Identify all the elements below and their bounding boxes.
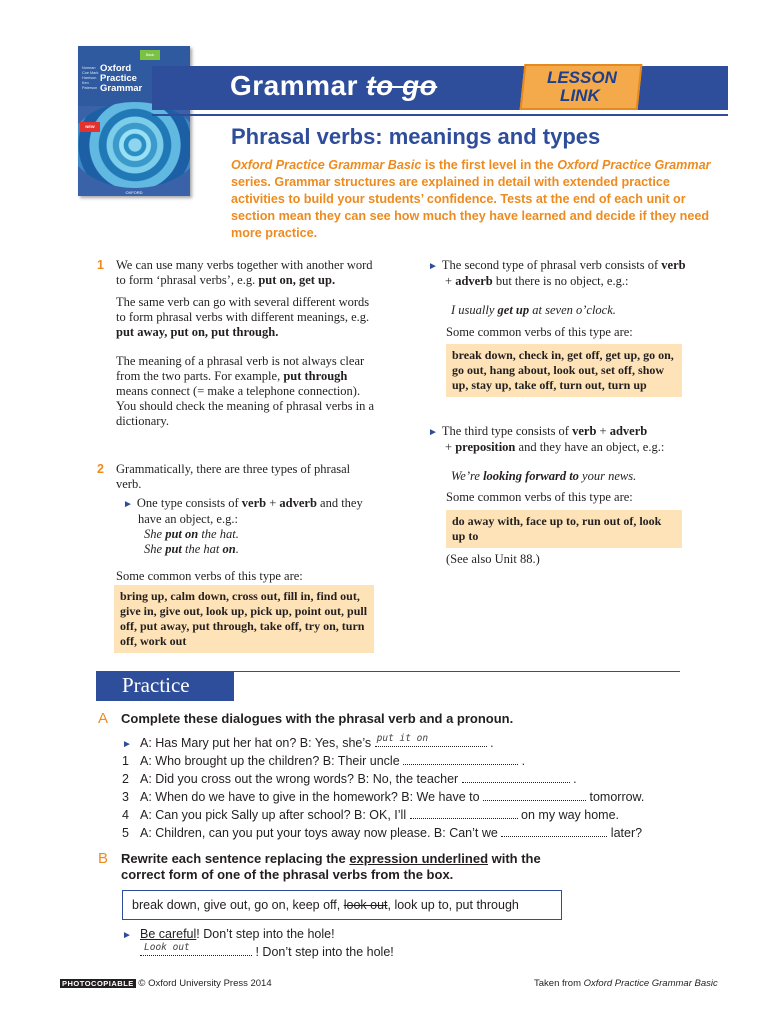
cover-title-line1: Oxford — [100, 63, 132, 74]
s2-paragraph-1: Grammatically, there are three types of phrasal verb. — [116, 462, 351, 491]
a-example-text: A: Has Mary put her hat on? B: Yes, she’s — [140, 736, 375, 750]
s2-t1-d: adverb — [279, 496, 317, 510]
t3-b: verb — [572, 424, 597, 438]
lesson-link-line2: LINK — [560, 86, 600, 105]
triangle-bullet-icon: ► — [428, 261, 438, 272]
b-instr-c: with the correct form of one of the phrasal verbs from the box. — [121, 851, 541, 882]
cover-publisher: OXFORD — [125, 190, 143, 195]
a1-number: 1 — [122, 754, 129, 768]
footer-source — [534, 978, 718, 989]
s1-p3-text-end: means connect (= make a telephone connection). You should check the meaning of phrasal verbs in a dictionary. — [116, 384, 375, 428]
s1-paragraph-2 — [116, 295, 378, 340]
a4-answer-field[interactable] — [410, 807, 518, 819]
lesson-link-badge[interactable] — [520, 64, 643, 110]
s1-p3-text: The meaning of a phrasal verb is not always clear from the two parts. For example, — [116, 354, 365, 383]
a1-after: . — [518, 754, 526, 768]
a5-text: A: Children, can you put your toys away now please. B: Can’t we — [140, 826, 502, 840]
exercise-a-item-2 — [122, 771, 577, 787]
a2-after: . — [569, 772, 577, 786]
s1-p1-bold: put on, get up. — [258, 273, 336, 287]
a5-answer-field[interactable] — [501, 825, 607, 837]
a1-text: A: Who brought up the children? B: Their uncle — [140, 754, 404, 768]
s1-p1-text: We can use many verbs together with another word to form ‘phrasal verbs’, e.g. — [116, 258, 373, 287]
a2-number: 2 — [122, 772, 129, 786]
type3-example — [451, 469, 691, 484]
photocopiable-badge: PHOTOCOPIABLE — [62, 979, 134, 988]
b-example-underlined: Be careful — [140, 927, 197, 941]
type3-text — [428, 424, 688, 455]
a2-answer-field[interactable] — [462, 771, 570, 783]
source-book-title: Oxford Practice Grammar Basic — [583, 978, 718, 989]
ex2-b: put — [165, 542, 182, 556]
b-answer-rest: ! Don’t step into the hole! — [252, 945, 394, 959]
b-example-rest: ! Don’t step into the hole! — [196, 927, 335, 941]
type2-verbs-box: break down, check in, get off, get up, go on, go out, hang about, look out, set off, show up, stay up, take off, turn out, turn up — [446, 344, 682, 397]
banner-title-plain: Grammar — [230, 70, 367, 101]
s2-example-2 — [116, 542, 378, 557]
exercise-a-item-1 — [122, 753, 525, 769]
s1-p2-bold: put away, put on, put through. — [116, 325, 279, 339]
intro-paragraph — [231, 157, 721, 242]
type2-example — [451, 303, 691, 318]
exercise-a-letter: A — [98, 710, 109, 727]
s2-example-1 — [116, 527, 378, 542]
s2-t1-a: One type consists of — [136, 496, 242, 510]
ex2-a: She — [144, 542, 166, 556]
t2-ex-a: I usually — [451, 303, 498, 317]
ex2-c: the hat — [181, 542, 223, 556]
t2-e: but there is no object, e.g.: — [492, 274, 629, 288]
a-example-answer: put it on — [376, 733, 429, 744]
s1-paragraph-1 — [116, 258, 378, 288]
exercise-a-item-5 — [122, 825, 642, 841]
s1-p2-text: The same verb can go with several different words to form phrasal verbs with different meanings, e.g. — [116, 295, 370, 324]
exercise-b-instruction — [121, 851, 581, 883]
header-rule — [152, 114, 728, 116]
s1-paragraph-3 — [116, 354, 378, 429]
a2-text: A: Did you cross out the wrong words? B: No, the teacher — [140, 772, 462, 786]
a1-answer-field[interactable] — [403, 753, 518, 765]
type3-common-label: Some common verbs of this type are: — [446, 490, 633, 504]
ex1-a: She — [144, 527, 166, 541]
s2-t1-c: + — [266, 496, 280, 510]
b-instr-a: Rewrite each sentence replacing the — [121, 851, 350, 866]
type1-verbs-box: bring up, calm down, cross out, fill in, find out, give in, give out, look up, pick up, point out, pull off, put away, put through, take off, try on, turn off, work out — [114, 585, 374, 653]
t2-c: + — [445, 274, 456, 288]
taken-from-label: Taken from — [534, 978, 584, 989]
t3-c: + — [596, 424, 610, 438]
a3-answer-field[interactable] — [483, 789, 586, 801]
s2-t1-e: and they have an object, e.g.: — [138, 496, 363, 526]
b-instr-underlined: expression underlined — [349, 851, 489, 866]
exercise-a-item-3 — [122, 789, 644, 805]
cover-title-line2: Practice — [100, 73, 137, 84]
t3-d: adverb — [609, 424, 648, 438]
cover-authors: Norman Coe Mark Harrison Ken Paterson — [82, 66, 99, 90]
t3-description — [428, 424, 688, 455]
s2-t1-b: verb — [241, 496, 267, 510]
lesson-link-line1: LESSON — [546, 68, 617, 87]
triangle-bullet-icon: ► — [123, 499, 133, 510]
see-also-note: (See also Unit 88.) — [446, 552, 540, 566]
section-2-number: 2 — [97, 462, 104, 476]
a4-after: on my way home. — [517, 808, 620, 822]
b-box-struck: look out — [343, 898, 388, 912]
ex1-c: the hat. — [198, 527, 239, 541]
triangle-bullet-icon: ► — [428, 427, 438, 438]
t3-g: and they have an object, e.g.: — [515, 440, 665, 454]
a-example-after: . — [486, 736, 494, 750]
section-1-text — [116, 258, 378, 429]
type2-text — [428, 258, 688, 289]
type2-common-label: Some common verbs of this type are: — [446, 325, 633, 339]
t3-ex-c: your news. — [578, 469, 637, 483]
practice-heading: Practice — [122, 673, 190, 697]
exercise-a-item-4 — [122, 807, 619, 823]
phrasal-verbs-box — [122, 890, 562, 920]
t3-a: The third type consists of — [441, 424, 573, 438]
section-1-number: 1 — [97, 258, 104, 272]
s1-p3-bold: put through — [283, 369, 348, 383]
footer-copyright — [60, 978, 272, 989]
b-answer-field[interactable] — [140, 944, 252, 956]
b-box-a: break down, give out, go on, keep off, — [132, 898, 344, 912]
example-arrow-icon: ► — [122, 739, 132, 750]
a-example-answer-field[interactable] — [375, 735, 487, 747]
t2-ex-c: at seven o’clock. — [529, 303, 616, 317]
example-arrow-icon: ► — [122, 930, 132, 941]
a4-number: 4 — [122, 808, 129, 822]
t2-a: The second type of phrasal verb consists of — [441, 258, 662, 272]
s2-common-label: Some common verbs of this type are: — [116, 569, 303, 583]
ex1-b: put on — [165, 527, 199, 541]
cover-title — [100, 64, 142, 94]
intro-text1: is the first level in the — [421, 158, 558, 172]
copyright-text: © Oxford University Press 2014 — [135, 978, 272, 989]
t3-ex-b: looking forward to — [483, 469, 579, 483]
t2-d: adverb — [455, 274, 493, 288]
t2-description — [428, 258, 688, 289]
b-answer-handwritten: Look out — [144, 942, 190, 953]
page-title: Phrasal verbs: meanings and types — [231, 124, 601, 149]
intro-text2: series. Grammar structures are explained in detail with extended practice activities to build your students’ confidence. Tests at the end of each unit or section mean they can see how much they have learned and decide if they need more practice. — [231, 175, 710, 240]
t2-b: verb — [661, 258, 686, 272]
type3-verbs-box: do away with, face up to, run out of, look up to — [446, 510, 682, 548]
b-box-b: , look up to, put through — [387, 898, 519, 912]
t2-ex-b: get up — [497, 303, 530, 317]
exercise-a-instruction: Complete these dialogues with the phrasal verb and a pronoun. — [121, 711, 514, 726]
cover-new-badge: NEW — [80, 122, 100, 132]
cover-title-line3: Grammar — [100, 83, 143, 94]
t3-f: preposition — [455, 440, 516, 454]
t3-e: + — [445, 440, 456, 454]
exercise-a-example — [122, 735, 494, 752]
banner-title-italic: to go — [366, 70, 438, 101]
a5-number: 5 — [122, 826, 129, 840]
section-2-text — [116, 462, 378, 584]
cover-tag: Basic — [140, 50, 160, 60]
ex2-d: on — [222, 542, 236, 556]
t3-ex-a: We’re — [451, 469, 484, 483]
exercise-b-letter: B — [98, 850, 109, 867]
ex2-e: . — [235, 542, 239, 556]
exercise-b-answer — [140, 944, 394, 960]
banner-title — [230, 70, 437, 102]
a3-text: A: When do we have to give in the homework? B: We have to — [140, 790, 484, 804]
a4-text: A: Can you pick Sally up after school? B: OK, I’ll — [140, 808, 410, 822]
intro-italic1: Oxford Practice Grammar Basic — [231, 158, 422, 172]
a5-after: later? — [607, 826, 643, 840]
s2-type1 — [116, 496, 378, 527]
a3-after: tomorrow. — [586, 790, 645, 804]
intro-italic2: Oxford Practice Grammar — [557, 158, 711, 172]
a3-number: 3 — [122, 790, 129, 804]
